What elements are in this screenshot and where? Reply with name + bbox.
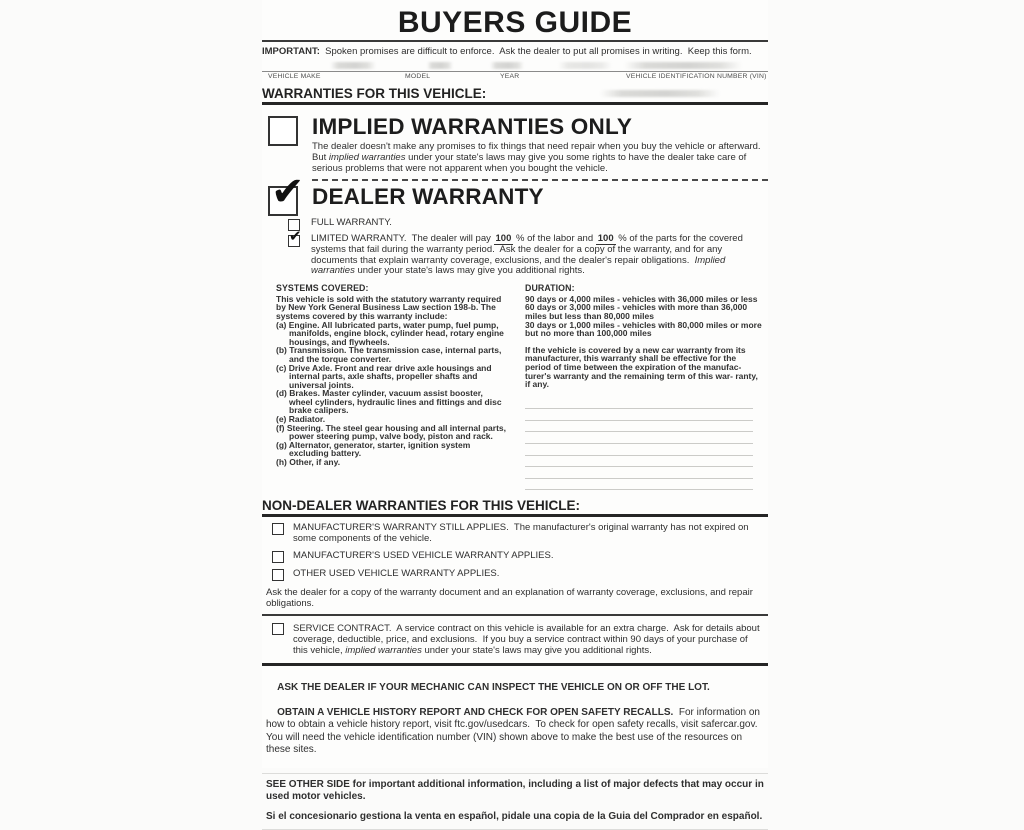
service-contract-row <box>272 623 768 657</box>
other-used-warranty-label: OTHER USED VEHICLE WARRANTY APPLIES. <box>293 568 500 580</box>
other-used-warranty-checkbox[interactable] <box>272 569 284 581</box>
vehicle-make-entry[interactable] <box>330 62 376 69</box>
history-report-text: For information on how to obtain a vehicle history report, visit ftc.gov/usedcars. To check for open safety recalls, visit safercar.gov. You will need the vehicle identification number (VIN) shown above to make the best use of the resources on these sites. <box>266 706 763 756</box>
service-text-2: under your state's laws may give you additional rights. <box>421 645 652 657</box>
warranties-heading-text: WARRANTIES FOR THIS VEHICLE: <box>262 86 487 101</box>
system-item-f: (f) Steering. The steel gear housing and all internal parts, power steering pump, valve body, piston and rack. <box>276 422 509 442</box>
history-report-bold: OBTAIN A VEHICLE HISTORY REPORT AND CHECK FOR OPEN SAFETY RECALLS. <box>277 706 674 718</box>
system-item-a: (a) Engine. All lubricated parts, water pump, fuel pump, manifolds, engine block, cylinder head, rotary engine housings, and flywheels. <box>276 319 507 347</box>
see-other-side-text: SEE OTHER SIDE for important additional information, including a list of major defects that may occur in used motor vehicles. <box>266 779 767 803</box>
entry-smudge <box>558 62 612 69</box>
important-note <box>262 46 768 58</box>
implied-text-2: under your state's laws may give you some rights to have the dealer take care of serious problems that were not apparent when you bought the vehicle. <box>312 151 749 174</box>
spanish-notice-text: Si el concesionario gestiona la venta en español, pidale una copia de la Guia del Comprador en español. <box>266 810 763 822</box>
vehicle-field-labels <box>262 72 768 82</box>
service-contract-text <box>293 623 761 657</box>
limited-warranty-row <box>288 228 768 277</box>
vehicle-model-label: MODEL <box>405 73 431 80</box>
limited-text-3: % of the parts for the covered systems that fail during the warranty period. Ask the dealer for a copy of the warranty, and for any documents that explain warranty coverage, exclusions, and the dealer's repair obligations. <box>311 233 746 266</box>
systems-covered-heading: SYSTEMS COVERED: <box>276 282 369 293</box>
important-text: Spoken promises are difficult to enforce. Ask the dealer to put all promises in writing. Keep this form. <box>319 46 752 57</box>
non-dealer-heading: NON-DEALER WARRANTIES FOR THIS VEHICLE: <box>262 498 581 514</box>
checkmark-icon: ✔ <box>271 170 305 215</box>
implied-text-1: The dealer doesn't make any promises to fix things that need repair when you buy the vehicle or afterward. But <box>312 141 764 163</box>
manufacturer-used-warranty-checkbox[interactable] <box>272 551 284 563</box>
vehicle-make-label: VEHICLE MAKE <box>268 73 321 80</box>
divider <box>262 40 768 42</box>
manufacturer-warranty-label: MANUFACTURER'S WARRANTY STILL APPLIES. <box>293 522 509 534</box>
system-item-c: (c) Drive Axle. Front and rear drive axle housings and internal parts, axle shafts, propeller shafts and universal joints. <box>276 362 494 390</box>
implied-warranties-heading: IMPLIED WARRANTIES ONLY <box>312 114 633 139</box>
systems-covered-column <box>276 283 508 491</box>
divider <box>262 102 768 105</box>
full-warranty-row <box>288 218 768 231</box>
service-contract-checkbox[interactable] <box>272 623 284 635</box>
service-text-1: SERVICE CONTRACT. A service contract on this vehicle is available for an extra charge. Ask for details about coverage, deductible, price, and exclusions. If you buy a service contract within 90 days of your purchase of this vehicle, <box>293 622 763 657</box>
limited-text-4: under your state's laws may give you additional rights. <box>354 265 585 277</box>
manufacturer-used-warranty-row <box>272 551 768 563</box>
implied-warranties-text <box>312 142 764 174</box>
system-item-d: (d) Brakes. Master cylinder, vacuum assist booster, wheel cylinders, hydraulic lines and fittings and disc brake calipers. <box>276 388 504 416</box>
dealer-warranty-section <box>262 170 768 215</box>
warranties-heading <box>262 86 768 102</box>
manufacturer-warranty-desc: The manufacturer's original warranty has not expired on some components of the vehicle. <box>293 522 752 545</box>
limited-text-italic: Implied warranties <box>311 254 728 277</box>
manufacturer-warranty-text <box>293 523 755 545</box>
system-item-b: (b) Transmission. The transmission case, internal parts, and the torque converter. <box>276 345 504 364</box>
dashed-divider <box>312 179 768 181</box>
other-used-warranty-row <box>272 569 768 581</box>
page-title: BUYERS GUIDE <box>397 6 633 39</box>
limited-warranty-checkbox[interactable] <box>288 228 302 247</box>
service-text-italic: implied warranties <box>345 645 422 657</box>
manufacturer-used-warranty-label: MANUFACTURER'S USED VEHICLE WARRANTY APPLIES. <box>293 550 554 562</box>
dealer-warranty-checkbox[interactable] <box>268 170 305 216</box>
vin-entry-continued <box>600 90 720 97</box>
system-item-h: (h) Other, if any. <box>276 457 341 468</box>
divider <box>262 773 768 774</box>
divider <box>262 614 768 616</box>
vehicle-year-label: YEAR <box>500 73 520 80</box>
system-item-g: (g) Alternator, generator, starter, ignition system excluding battery. <box>276 439 473 459</box>
ask-dealer-copy-text: Ask the dealer for a copy of the warranty document and an explanation of warranty coverage, exclusions, and repair obligations. <box>266 587 756 610</box>
limited-text-2: % of the labor and <box>513 233 596 245</box>
vehicle-vin-entry[interactable] <box>624 62 742 69</box>
buyers-guide-form <box>262 0 768 822</box>
vehicle-entries-row <box>262 58 768 71</box>
implied-text-italic: implied warranties <box>328 151 406 163</box>
divider <box>262 514 768 517</box>
labor-percent-field[interactable]: 100 <box>495 233 512 245</box>
vehicle-vin-label: VEHICLE IDENTIFICATION NUMBER (VIN) <box>626 73 767 80</box>
full-warranty-label: FULL WARRANTY. <box>311 217 392 229</box>
duration-tier-3: 30 days or 1,000 miles - vehicles with 80,000 miles or more but no more than 100,000 miles <box>525 319 765 339</box>
ask-mechanic-text: ASK THE DEALER IF YOUR MECHANIC CAN INSPECT THE VEHICLE ON OR OFF THE LOT. <box>277 682 710 694</box>
vehicle-model-entry[interactable] <box>427 62 453 69</box>
duration-write-in-lines[interactable] <box>525 398 763 491</box>
duration-heading: DURATION: <box>525 282 575 293</box>
duration-note: If the vehicle is covered by a new car warranty from its manufacturer, this warranty shall be effective for the period of time between the expiration of the manufac- turer's warranty and the remaining term of this war- ranty, if any. <box>525 344 761 390</box>
checkmark-icon: ✔ <box>289 228 302 246</box>
manufacturer-warranty-row <box>272 523 768 545</box>
implied-warranties-section <box>262 114 768 174</box>
system-item-e: (e) Radiator. <box>276 414 326 425</box>
duration-tier-1: 90 days or 4,000 miles - vehicles with 36,000 miles or less <box>525 293 758 304</box>
coverage-columns <box>262 283 768 491</box>
manufacturer-warranty-checkbox[interactable] <box>272 523 284 535</box>
duration-tier-2: 60 days or 3,000 miles - vehicles with more than 36,000 miles but less than 80,000 miles <box>525 302 750 321</box>
divider <box>262 663 768 666</box>
implied-warranties-checkbox[interactable] <box>268 116 298 146</box>
important-label: IMPORTANT: <box>262 46 320 57</box>
limited-text-1: LIMITED WARRANTY. The dealer will pay <box>311 233 494 245</box>
systems-covered-intro: This vehicle is sold with the statutory warranty required by New York General Business Law section 198-b. The systems covered by this warranty include: <box>276 293 504 321</box>
dealer-warranty-heading: DEALER WARRANTY <box>312 184 544 210</box>
limited-warranty-text <box>311 234 759 276</box>
parts-percent-field[interactable]: 100 <box>597 233 614 245</box>
vehicle-year-entry[interactable] <box>490 62 524 69</box>
inspection-history-block <box>266 670 768 769</box>
duration-column <box>525 283 763 491</box>
